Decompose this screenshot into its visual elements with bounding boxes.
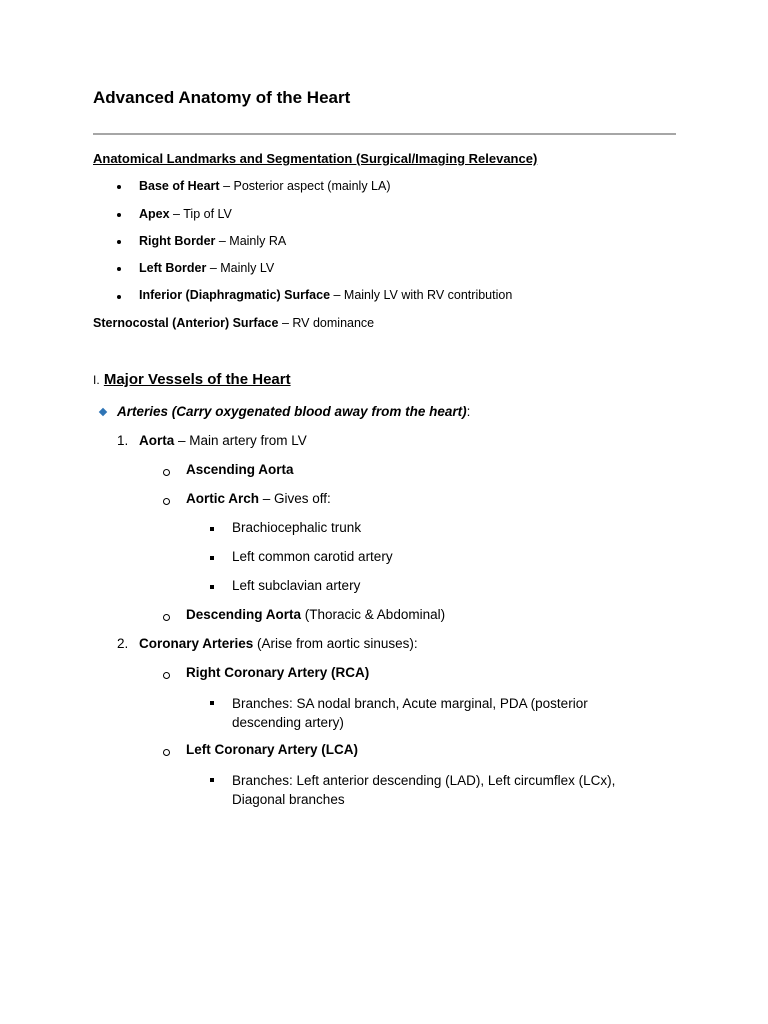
list-item: Left subclavian artery [232,578,361,593]
landmark-trailing [93,316,374,330]
list-item: Left common carotid artery [232,549,393,564]
square-bullet-icon [210,527,214,531]
circle-bullet-icon [163,498,170,505]
circle-bullet-icon [163,749,170,756]
list-item [186,665,369,680]
bullet-dot-icon [117,295,121,299]
rca-branches: Branches: SA nodal branch, Acute marginal, PDA (posterior descending artery) [232,696,588,730]
aorta-term: Aorta [139,433,175,448]
arteries-text: Arteries (Carry oxygenated blood away from the heart) [117,404,467,419]
list-item [186,491,331,506]
list-item-aorta [139,433,307,448]
landmark-desc: – Tip of LV [169,207,232,221]
descending-aorta-term: Descending Aorta [186,607,302,622]
list-item [139,261,274,275]
bullet-dot-icon [117,213,121,217]
circle-bullet-icon [163,469,170,476]
landmark-desc: – Mainly LV with RV contribution [330,288,513,302]
landmark-term: Inferior (Diaphragmatic) Surface [139,288,331,302]
section-number: I. [93,373,100,387]
landmark-desc: – RV dominance [278,316,375,330]
ascending-aorta: Ascending Aorta [186,462,294,477]
coronary-desc: (Arise from aortic sinuses): [253,636,418,651]
landmarks-heading: Anatomical Landmarks and Segmentation (Surgical/Imaging Relevance) [93,151,538,166]
square-bullet-icon [210,778,214,782]
list-item [139,179,391,193]
bullet-dot-icon [117,267,121,271]
aortic-arch-term: Aortic Arch [186,491,260,506]
landmark-desc: – Mainly RA [215,234,287,248]
list-item [186,462,294,477]
landmark-term: Apex [139,207,170,221]
coronary-number: 2. [117,636,129,651]
document-title: Advanced Anatomy of the Heart [93,88,351,107]
landmark-desc: – Mainly LV [206,261,275,275]
bullet-dot-icon [117,185,121,189]
square-bullet-icon [210,556,214,560]
aortic-arch-desc: – Gives off: [259,491,331,506]
arteries-label [117,404,470,419]
list-item [139,288,512,302]
aorta-desc: – Main artery from LV [174,433,307,448]
square-bullet-icon [210,585,214,589]
rca-label: Right Coronary Artery (RCA) [186,665,370,680]
list-item [139,234,286,248]
lca-label: Left Coronary Artery (LCA) [186,742,359,757]
horizontal-rule [93,133,676,135]
landmark-term: Base of Heart [139,179,220,193]
coronary-term: Coronary Arteries [139,636,254,651]
landmark-term: Right Border [139,234,216,248]
list-item [186,742,358,757]
landmark-term: Sternocostal (Anterior) Surface [93,316,279,330]
descending-aorta-desc: (Thoracic & Abdominal) [301,607,446,622]
list-item [186,607,445,622]
list-item-coronary [139,636,418,651]
diamond-bullet-icon [99,408,107,416]
aorta-number: 1. [117,433,129,448]
square-bullet-icon [210,701,214,705]
landmark-term: Left Border [139,261,207,275]
circle-bullet-icon [163,614,170,621]
arteries-colon: : [466,404,471,419]
circle-bullet-icon [163,672,170,679]
section-title: Major Vessels of the Heart [103,371,291,388]
bullet-dot-icon [117,240,121,244]
list-item [139,207,232,221]
lca-branches: Branches: Left anterior descending (LAD), Left circumflex (LCx), Diagonal branches [232,773,616,807]
list-item: Brachiocephalic trunk [232,520,362,535]
vessels-heading [93,371,291,388]
landmark-desc: – Posterior aspect (mainly LA) [219,179,391,193]
